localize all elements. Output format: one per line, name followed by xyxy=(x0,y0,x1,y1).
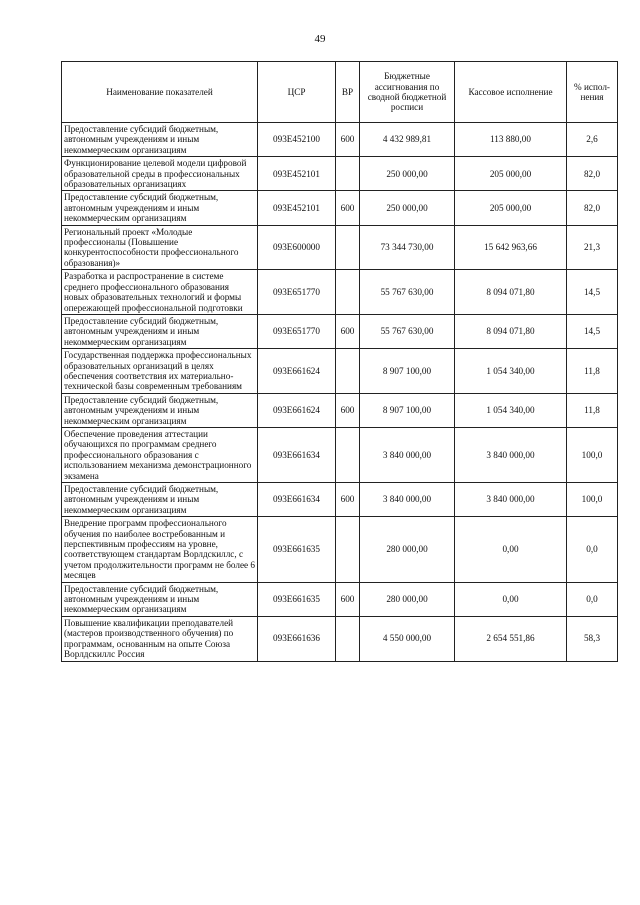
row-vr xyxy=(336,225,360,270)
row-csr: 093E661624 xyxy=(258,349,336,394)
row-csr: 093E452101 xyxy=(258,191,336,225)
row-csr: 093E661634 xyxy=(258,483,336,517)
row-percent: 11,8 xyxy=(567,349,618,394)
row-percent: 0,0 xyxy=(567,582,618,616)
table-row xyxy=(62,582,618,616)
row-vr: 600 xyxy=(336,393,360,427)
row-budget: 280 000,00 xyxy=(360,517,455,582)
row-percent: 100,0 xyxy=(567,427,618,482)
row-cash: 15 642 963,66 xyxy=(455,225,567,270)
table-row xyxy=(62,314,618,348)
row-name: Предоставление субсидий бюджетным, автономным учреждениям и иным некоммерческим организациям xyxy=(62,314,258,348)
page-number: 49 xyxy=(314,33,326,45)
header-csr: ЦСР xyxy=(258,62,336,123)
header-vr: ВР xyxy=(336,62,360,123)
row-percent: 11,8 xyxy=(567,393,618,427)
row-csr: 093E600000 xyxy=(258,225,336,270)
row-cash: 8 094 071,80 xyxy=(455,314,567,348)
row-name: Разработка и распространение в системе среднего профессионального образования новых образовательных технологий и формы опережающей профессиональной подготовки xyxy=(62,270,258,315)
row-percent: 100,0 xyxy=(567,483,618,517)
row-budget: 4 432 989,81 xyxy=(360,123,455,157)
row-cash: 113 880,00 xyxy=(455,123,567,157)
table-row xyxy=(62,123,618,157)
row-budget: 8 907 100,00 xyxy=(360,393,455,427)
header-cash: Кассовое исполнение xyxy=(455,62,567,123)
row-name: Предоставление субсидий бюджетным, автономным учреждениям и иным некоммерческим организациям xyxy=(62,582,258,616)
row-cash: 205 000,00 xyxy=(455,157,567,191)
row-name: Предоставление субсидий бюджетным, автономным учреждениям и иным некоммерческим организациям xyxy=(62,123,258,157)
row-percent: 82,0 xyxy=(567,191,618,225)
row-csr: 093E661634 xyxy=(258,427,336,482)
row-cash: 1 054 340,00 xyxy=(455,349,567,394)
row-vr: 600 xyxy=(336,191,360,225)
row-name: Предоставление субсидий бюджетным, автономным учреждениям и иным некоммерческим организациям xyxy=(62,483,258,517)
row-vr xyxy=(336,427,360,482)
header-budget: Бюджетные ассигнования по сводной бюджетной росписи xyxy=(360,62,455,123)
header-name: Наименование показателей xyxy=(62,62,258,123)
row-budget: 8 907 100,00 xyxy=(360,349,455,394)
row-csr: 093E661624 xyxy=(258,393,336,427)
row-name: Государственная поддержка профессиональных образовательных организаций в целях обеспечения соответствия их материально-технической базы современным требованиям xyxy=(62,349,258,394)
row-budget: 73 344 730,00 xyxy=(360,225,455,270)
budget-execution-table xyxy=(61,61,618,662)
row-cash: 1 054 340,00 xyxy=(455,393,567,427)
row-budget: 250 000,00 xyxy=(360,191,455,225)
row-percent: 0,0 xyxy=(567,517,618,582)
row-name: Предоставление субсидий бюджетным, автономным учреждениям и иным некоммерческим организациям xyxy=(62,191,258,225)
table-row xyxy=(62,349,618,394)
row-cash: 3 840 000,00 xyxy=(455,427,567,482)
row-vr: 600 xyxy=(336,483,360,517)
row-vr xyxy=(336,616,360,661)
row-vr: 600 xyxy=(336,123,360,157)
row-cash: 205 000,00 xyxy=(455,191,567,225)
table-row xyxy=(62,270,618,315)
row-budget: 250 000,00 xyxy=(360,157,455,191)
row-budget: 4 550 000,00 xyxy=(360,616,455,661)
row-percent: 14,5 xyxy=(567,270,618,315)
row-percent: 14,5 xyxy=(567,314,618,348)
row-cash: 0,00 xyxy=(455,517,567,582)
row-csr: 093E452101 xyxy=(258,157,336,191)
table-row xyxy=(62,427,618,482)
table-row xyxy=(62,517,618,582)
table-row xyxy=(62,225,618,270)
row-cash: 2 654 551,86 xyxy=(455,616,567,661)
row-vr: 600 xyxy=(336,582,360,616)
row-name: Предоставление субсидий бюджетным, автономным учреждениям и иным некоммерческим организациям xyxy=(62,393,258,427)
row-cash: 8 094 071,80 xyxy=(455,270,567,315)
row-csr: 093E661635 xyxy=(258,582,336,616)
row-percent: 58,3 xyxy=(567,616,618,661)
row-name: Внедрение программ профессионального обучения по наиболее востребованным и перспективным профессиям на уровне, соответствующем стандартам Ворлдскиллс, с учетом продолжительности программ не более 6 месяцев xyxy=(62,517,258,582)
row-csr: 093E452100 xyxy=(258,123,336,157)
row-name: Повышение квалификации преподавателей (мастеров производственного обучения) по программам, основанным на опыте Союза Ворлдскиллс Россия xyxy=(62,616,258,661)
row-cash: 0,00 xyxy=(455,582,567,616)
row-budget: 55 767 630,00 xyxy=(360,270,455,315)
row-vr: 600 xyxy=(336,314,360,348)
row-csr: 093E661636 xyxy=(258,616,336,661)
table-row xyxy=(62,483,618,517)
row-budget: 3 840 000,00 xyxy=(360,483,455,517)
row-name: Функционирование целевой модели цифровой образовательной среды в профессиональных образовательных организациях xyxy=(62,157,258,191)
row-vr xyxy=(336,270,360,315)
table-row xyxy=(62,616,618,661)
row-percent: 21,3 xyxy=(567,225,618,270)
row-percent: 2,6 xyxy=(567,123,618,157)
row-csr: 093E661635 xyxy=(258,517,336,582)
row-csr: 093E651770 xyxy=(258,270,336,315)
row-budget: 280 000,00 xyxy=(360,582,455,616)
row-budget: 55 767 630,00 xyxy=(360,314,455,348)
row-cash: 3 840 000,00 xyxy=(455,483,567,517)
row-name: Обеспечение проведения аттестации обучающихся по программам среднего профессионального образования с использованием механизма демонстрационного экзамена xyxy=(62,427,258,482)
table-row xyxy=(62,393,618,427)
header-percent: % испол-нения xyxy=(567,62,618,123)
row-name: Региональный проект «Молодые профессионалы (Повышение конкурентоспособности профессионального образования)» xyxy=(62,225,258,270)
table-header-row xyxy=(62,62,618,123)
table-row xyxy=(62,191,618,225)
row-vr xyxy=(336,517,360,582)
row-vr xyxy=(336,157,360,191)
row-vr xyxy=(336,349,360,394)
row-csr: 093E651770 xyxy=(258,314,336,348)
table-row xyxy=(62,157,618,191)
row-percent: 82,0 xyxy=(567,157,618,191)
row-budget: 3 840 000,00 xyxy=(360,427,455,482)
